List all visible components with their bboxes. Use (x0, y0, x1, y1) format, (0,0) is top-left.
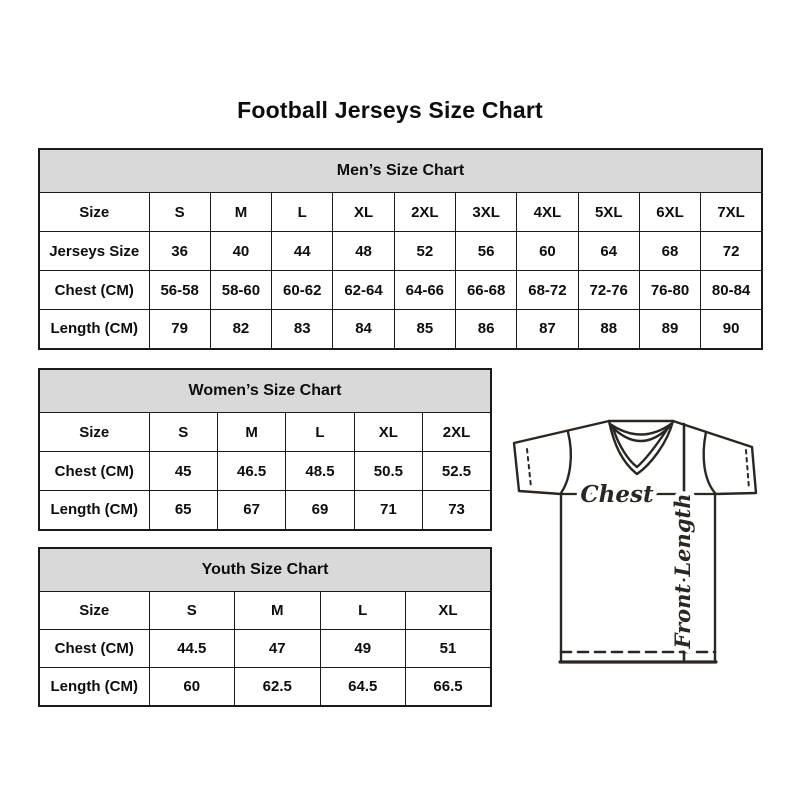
value-cell: L (286, 413, 354, 452)
value-cell: 82 (210, 310, 271, 349)
womens-section-header: Women’s Size Chart (39, 369, 491, 413)
page-title: Football Jerseys Size Chart (237, 97, 543, 123)
value-cell: 79 (149, 310, 210, 349)
table-row (39, 232, 762, 271)
row-label-cell: Length (CM) (39, 310, 149, 349)
value-cell: 68 (639, 232, 700, 271)
value-cell: 7XL (701, 193, 762, 232)
value-cell: 66-68 (455, 271, 516, 310)
value-cell: 62.5 (235, 668, 321, 706)
table-row (39, 271, 762, 310)
row-label-cell: Length (CM) (39, 668, 149, 706)
chest-label: Chest (580, 481, 654, 508)
value-cell: 52 (394, 232, 455, 271)
value-cell: 50.5 (354, 452, 422, 491)
youth-section-header: Youth Size Chart (39, 548, 491, 592)
row-label-cell: Chest (CM) (39, 271, 149, 310)
value-cell: S (149, 193, 210, 232)
value-cell: 90 (701, 310, 762, 349)
table-row (39, 193, 762, 232)
value-cell: M (235, 592, 321, 630)
value-cell: 46.5 (217, 452, 285, 491)
value-cell: 76-80 (639, 271, 700, 310)
womens-size-table (38, 368, 492, 531)
value-cell: XL (333, 193, 394, 232)
value-cell: 2XL (394, 193, 455, 232)
value-cell: 85 (394, 310, 455, 349)
table-header-row (39, 548, 491, 592)
value-cell: 86 (455, 310, 516, 349)
value-cell: S (149, 413, 217, 452)
value-cell: 65 (149, 491, 217, 530)
value-cell: 64 (578, 232, 639, 271)
value-cell: 48.5 (286, 452, 354, 491)
value-cell: 6XL (639, 193, 700, 232)
value-cell: 56 (455, 232, 516, 271)
value-cell: 5XL (578, 193, 639, 232)
value-cell: 68-72 (517, 271, 578, 310)
value-cell: 44 (272, 232, 333, 271)
mens-size-table (38, 148, 763, 350)
row-label-cell: Length (CM) (39, 491, 149, 530)
value-cell: 80-84 (701, 271, 762, 310)
value-cell: 47 (235, 630, 321, 668)
table-header-row (39, 369, 491, 413)
table-row (39, 452, 491, 491)
value-cell: 88 (578, 310, 639, 349)
value-cell: 3XL (455, 193, 516, 232)
mens-section-header: Men’s Size Chart (39, 149, 762, 193)
value-cell: 72-76 (578, 271, 639, 310)
value-cell: S (149, 592, 235, 630)
table-row (39, 491, 491, 530)
value-cell: 83 (272, 310, 333, 349)
value-cell: L (272, 193, 333, 232)
value-cell: 56-58 (149, 271, 210, 310)
youth-size-table (38, 547, 492, 707)
value-cell: 36 (149, 232, 210, 271)
value-cell: 52.5 (423, 452, 491, 491)
value-cell: XL (406, 592, 492, 630)
right-cuff-stitch (746, 450, 749, 489)
right-armhole-seam (704, 432, 715, 493)
table-row (39, 413, 491, 452)
value-cell: 4XL (517, 193, 578, 232)
value-cell: 58-60 (210, 271, 271, 310)
value-cell: XL (354, 413, 422, 452)
row-label-cell: Size (39, 193, 149, 232)
row-label-cell: Jerseys Size (39, 232, 149, 271)
value-cell: 62-64 (333, 271, 394, 310)
value-cell: 71 (354, 491, 422, 530)
row-label-cell: Size (39, 592, 149, 630)
value-cell: 40 (210, 232, 271, 271)
value-cell: M (210, 193, 271, 232)
table-row (39, 668, 491, 706)
value-cell: 66.5 (406, 668, 492, 706)
left-cuff-stitch (527, 449, 531, 487)
value-cell: 87 (517, 310, 578, 349)
row-label-cell: Chest (CM) (39, 452, 149, 491)
value-cell: 49 (320, 630, 406, 668)
front-length-label: Front Length (670, 493, 695, 649)
value-cell: 60 (149, 668, 235, 706)
value-cell: 60 (517, 232, 578, 271)
value-cell: 64.5 (320, 668, 406, 706)
value-cell: 67 (217, 491, 285, 530)
value-cell: 69 (286, 491, 354, 530)
row-label-cell: Size (39, 413, 149, 452)
jersey-measurement-diagram (505, 405, 775, 680)
value-cell: 64-66 (394, 271, 455, 310)
value-cell: L (320, 592, 406, 630)
table-row (39, 310, 762, 349)
value-cell: 2XL (423, 413, 491, 452)
value-cell: 73 (423, 491, 491, 530)
table-row (39, 592, 491, 630)
value-cell: 48 (333, 232, 394, 271)
value-cell: 89 (639, 310, 700, 349)
value-cell: 51 (406, 630, 492, 668)
jersey-outline-shape (514, 421, 756, 662)
table-row (39, 630, 491, 668)
value-cell: M (217, 413, 285, 452)
value-cell: 44.5 (149, 630, 235, 668)
table-header-row (39, 149, 762, 193)
left-armhole-seam (561, 432, 571, 493)
row-label-cell: Chest (CM) (39, 630, 149, 668)
value-cell: 60-62 (272, 271, 333, 310)
value-cell: 45 (149, 452, 217, 491)
value-cell: 72 (701, 232, 762, 271)
value-cell: 84 (333, 310, 394, 349)
